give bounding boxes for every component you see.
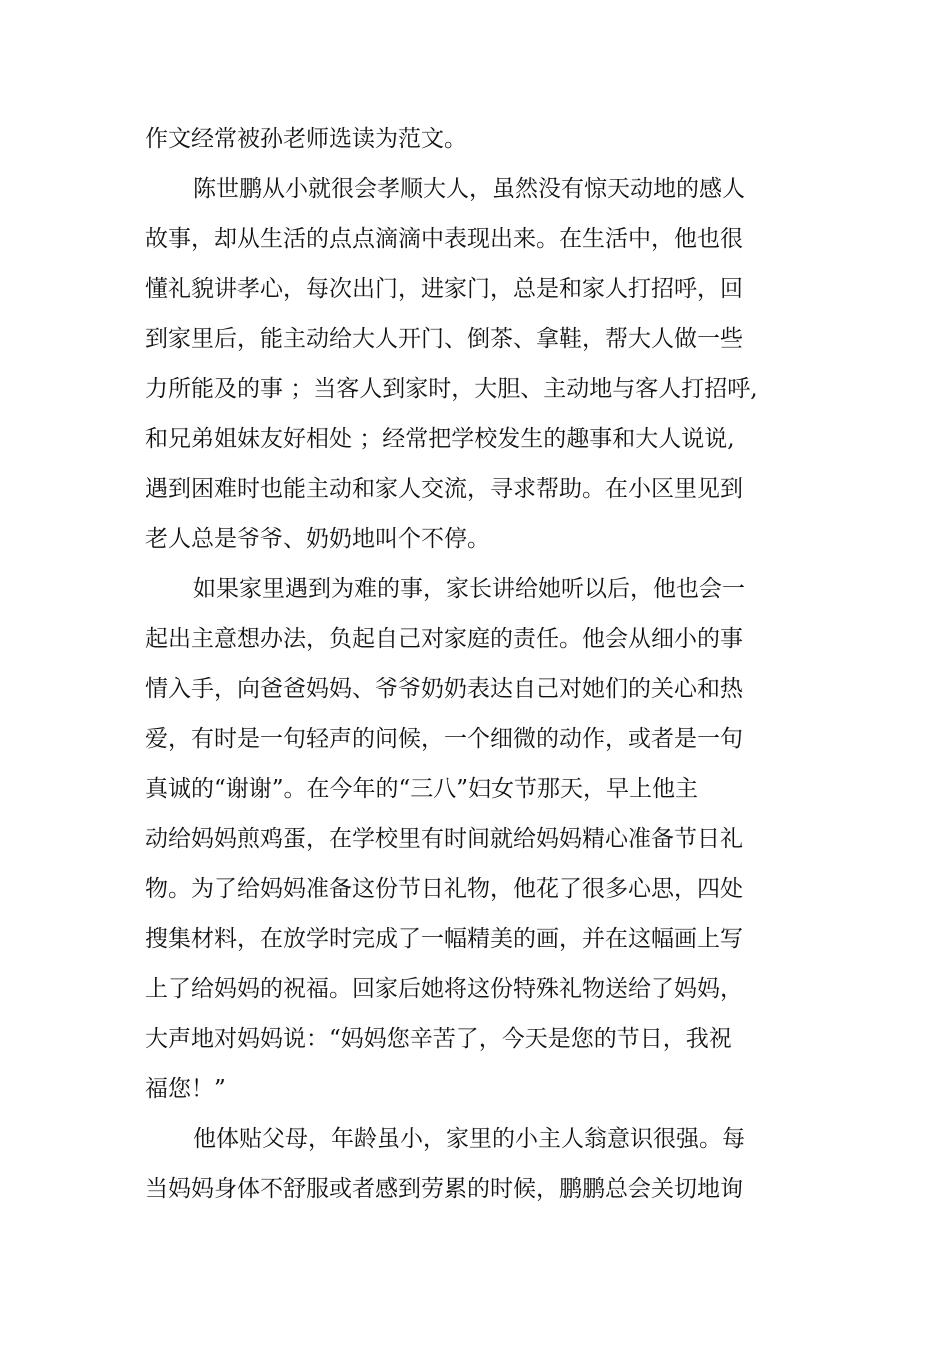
text-line: 物。为了给妈妈准备这份节日礼物，他花了很多心思，四处 [145,876,743,902]
text-line: 懂礼貌讲孝心，每次出门，进家门，总是和家人打招呼，回 [145,276,743,302]
text-line: 力所能及的事 ；当客人到家时，大胆、主动地与客人打招呼, [145,376,758,402]
text-line: 搜集材料，在放学时完成了一幅精美的画，并在这幅画上写 [145,926,743,952]
text-line: 福您！” [145,1076,226,1102]
text-line: 到家里后，能主动给大人开门、倒茶、拿鞋，帮大人做一些 [145,326,743,352]
text-line: 当妈妈身体不舒服或者感到劳累的时候，鹏鹏总会关切地询 [145,1176,743,1202]
body-text [145,114,758,1214]
text-line: 情入手，向爸爸妈妈、爷爷奶奶表达自己对她们的关心和热 [145,676,743,702]
text-line: 爱，有时是一句轻声的问候，一个细微的动作，或者是一句 [145,726,743,752]
text-line: 起出主意想办法，负起自己对家庭的责任。他会从细小的事 [145,626,743,652]
text-line: 老人总是爷爷、奶奶地叫个不停。 [145,526,490,552]
text-line: 作文经常被孙老师选读为范文。 [145,126,467,152]
text-line: 和兄弟姐妹友好相处 ；经常把学校发生的趣事和大人说说, [145,426,735,452]
paragraph-start-line: 陈世鹏从小就很会孝顺大人，虽然没有惊天动地的感人 [193,176,745,202]
text-line: 大声地对妈妈说：“妈妈您辛苦了，今天是您的节日，我祝 [145,1026,732,1052]
paragraph-start-line: 如果家里遇到为难的事，家长讲给她听以后，他也会一 [193,576,745,602]
text-line: 动给妈妈煎鸡蛋，在学校里有时间就给妈妈精心准备节日礼 [145,826,743,852]
text-line: 故事，却从生活的点点滴滴中表现出来。在生活中，他也很 [145,226,743,252]
text-line: 真诚的“谢谢”。在今年的“三八”妇女节那天，早上他主 [145,776,699,802]
paragraph-start-line: 他体贴父母，年龄虽小，家里的小主人翁意识很强。每 [193,1126,745,1152]
text-line: 遇到困难时也能主动和家人交流，寻求帮助。在小区里见到 [145,476,743,502]
text-line: 上了给妈妈的祝福。回家后她将这份特殊礼物送给了妈妈， [145,976,743,1002]
